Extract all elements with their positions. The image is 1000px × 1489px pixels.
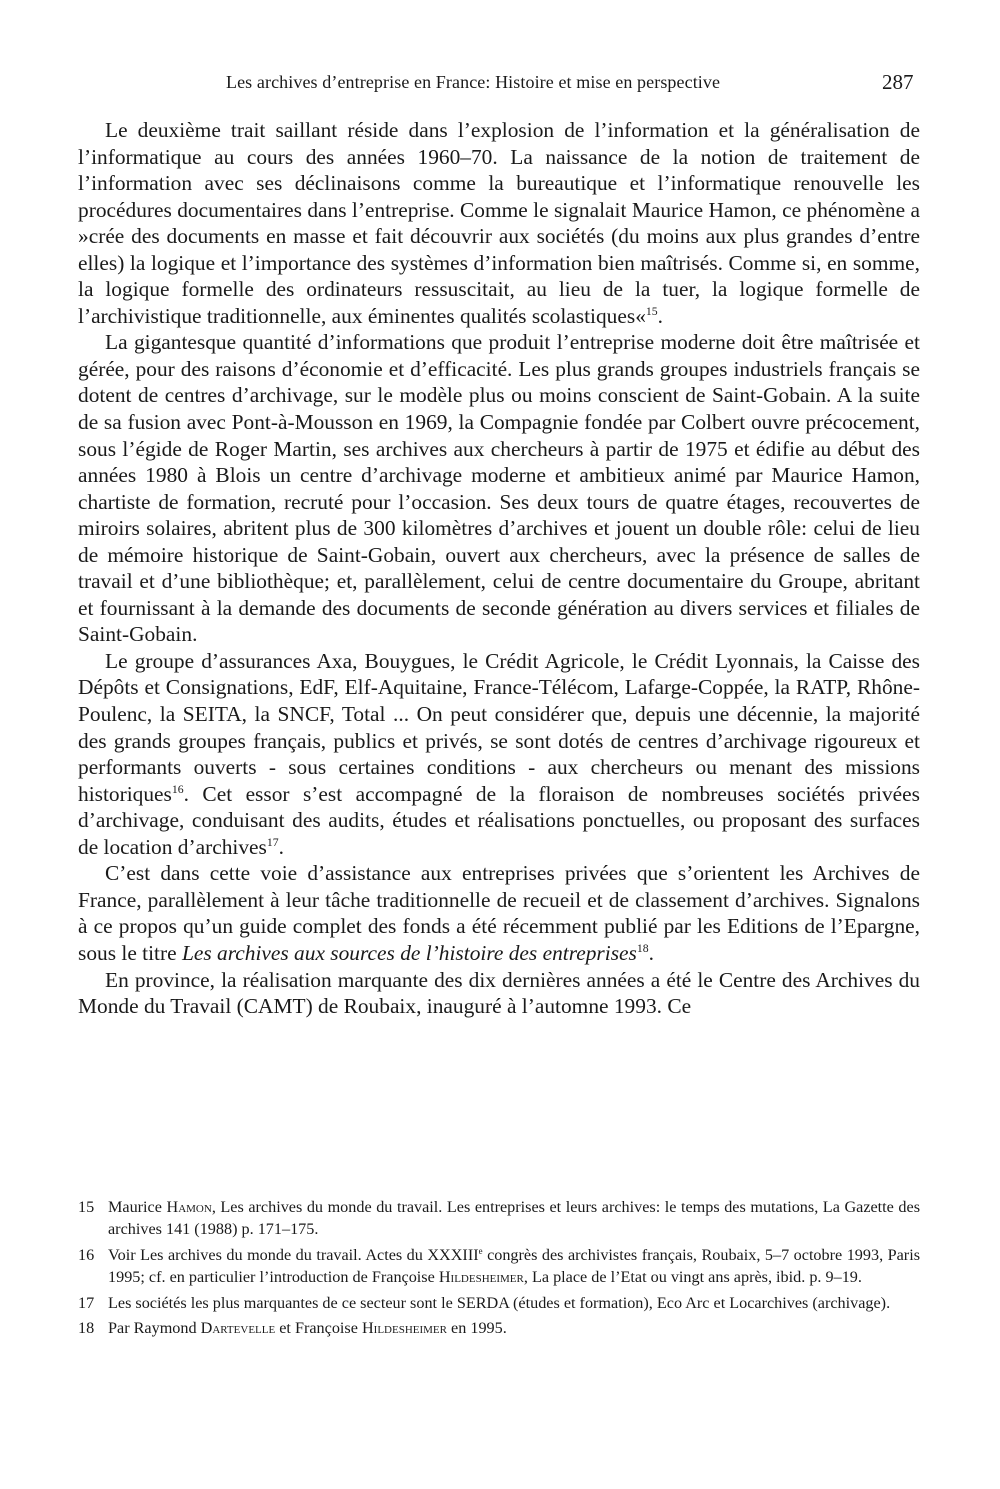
- author-name: Hildesheimer: [361, 1319, 447, 1338]
- body-text: [78, 117, 920, 1020]
- paragraph-text: C’est dans cette voie d’assistance aux entreprises privées que s’orientent les Archives de France, parallèlement à leur tâche traditionnelle de recueil et de classement d’archives. Signalons à ce propos qu’un guide complet des fonds a été récemment publié par les Editions de l’Epargne, sous le titre: [78, 861, 920, 965]
- footnote-18: [78, 1317, 920, 1339]
- footnote-ref-17[interactable]: 17: [266, 835, 279, 849]
- author-name: Hamon: [166, 1198, 212, 1216]
- footnote-16: [78, 1244, 920, 1289]
- footnote-ref-18[interactable]: 18: [636, 941, 649, 955]
- paragraph-text: Le deuxième trait saillant réside dans l’explosion de l’information et la généralisation de l’informatique au cours des années 1960–70. La naissance de la notion de traitement de l’information avec ses déclinaisons comme la bureautique et l’informatique renouvelle les procédures documentaires dans l’entreprise. Comme le signalait Maurice Hamon, ce phénomène a »crée des documents en masse et fait découvrir aux sociétés (du moins aux plus grandes d’entre elles) la logique et l’importance des systèmes d’information bien maîtrisés. Comme si, en somme, la logique formelle des ordinateurs ressuscitait, au lieu de la tuer, la logique formelle de l’archivistique traditionnelle, aux éminentes qualités scolastiques«: [78, 118, 920, 328]
- paragraph-text: Le groupe d’assurances Axa, Bouygues, le Crédit Agricole, le Crédit Lyonnais, la Caisse des Dépôts et Consignations, EdF, Elf-Aquitaine, France-Télécom, Lafarge-Coppée, la RATP, Rhône-Poulenc, la SEITA, la SNCF, Total ... On peut considérer que, depuis une décennie, la majorité des grands groupes français, publics et privés, se sont dotés de centres d’archivage rigoureux et performants ouverts - sous certaines conditions - aux chercheurs ou menant des missions historiques: [78, 648, 920, 806]
- footnote-number: 17: [78, 1293, 95, 1312]
- author-name: Dartevelle: [200, 1319, 276, 1338]
- footnote-number: 18: [78, 1319, 95, 1338]
- footnote-17: [78, 1292, 920, 1314]
- paragraph-text: En province, la réalisation marquante des dix dernières années a été le Centre des Archives du Monde du Travail (CAMT) de Roubaix, inauguré à l’automne 1993. Ce: [78, 967, 920, 1019]
- footnote-15: [78, 1196, 920, 1241]
- paragraph-text-end: .: [278, 834, 284, 859]
- paragraph-4: [78, 860, 920, 966]
- paragraph-text-cont: . Cet essor s’est accompagné de la floraison de nombreuses sociétés privées d’archivage, conduisant des audits, études et réalisations ponctuelles, ou proposant des surfaces de location d’archives: [78, 781, 920, 859]
- paragraph-text: La gigantesque quantité d’informations que produit l’entreprise moderne doit être maîtrisée et gérée, pour des raisons d’économie et d’efficacité. Les plus grands groupes industriels français se dotent de centres d’archivage, sur le modèle plus ou moins conscient de Saint-Gobain. A la suite de sa fusion avec Pont-à-Mousson en 1969, la Compagnie fondée par Colbert ouvre précocement, sous l’égide de Roger Martin, ses archives aux chercheurs à partir de 1975 et édifie au début des années 1980 à Blois un centre d’archivage moderne et ambitieux animé par Maurice Hamon, chartiste de formation, recruté pour l’occasion. Ses deux tours de quatre étages, recouvertes de miroirs solaires, abritent plus de 300 kilomètres d’archives et jouent un double rôle: celui de lieu de mémoire historique de Saint-Gobain, ouvert aux chercheurs, avec la présence de salles de travail et d’une bibliothèque; et, parallèlement, celui de centre documentaire du Groupe, abritant et fournissant à la demande des documents de seconde génération au divers services et filiales de Saint-Gobain.: [78, 330, 920, 647]
- footnote-number: 15: [78, 1198, 95, 1216]
- footnote-text: Maurice Hamon, Les archives du monde du travail. Les entreprises et leurs archives: le temps des mutations, La Gazette des archives 141 (1988) p. 171–175.: [108, 1198, 920, 1239]
- footnote-number: 16: [78, 1245, 95, 1264]
- footnote-ref-15[interactable]: 15: [645, 304, 658, 318]
- footnote-text: Les sociétés les plus marquantes de ce secteur sont le SERDA (études et formation), Eco Arc et Locarchives (archivage).: [108, 1293, 891, 1312]
- book-title: Les archives aux sources de l’histoire des entreprises: [181, 940, 637, 965]
- page-number: 287: [882, 70, 914, 94]
- footnote-text: Voir Les archives du monde du travail. Actes du XXXIIIe congrès des archivistes français, Roubaix, 5–7 octobre 1993, Paris 1995; cf. en particulier l’introduction de Françoise Hildesheimer, La place de l’Etat ou vingt ans après, ibid. p. 9–19.: [108, 1245, 920, 1287]
- footnotes: [78, 1196, 920, 1342]
- paragraph-2: [78, 329, 920, 648]
- footnote-text: Par Raymond Dartevelle et Françoise Hildesheimer en 1995.: [108, 1319, 507, 1338]
- paragraph-5: [78, 967, 920, 1020]
- paragraph-1: [78, 117, 920, 329]
- paragraph-3: [78, 648, 920, 860]
- running-title: Les archives d’entreprise en France: Histoire et mise en perspective: [226, 72, 721, 92]
- author-name: Hildesheimer: [438, 1268, 524, 1287]
- paragraph-text-end: .: [657, 303, 664, 328]
- footnote-ref-16[interactable]: 16: [171, 782, 184, 796]
- paragraph-text-end: .: [648, 940, 654, 965]
